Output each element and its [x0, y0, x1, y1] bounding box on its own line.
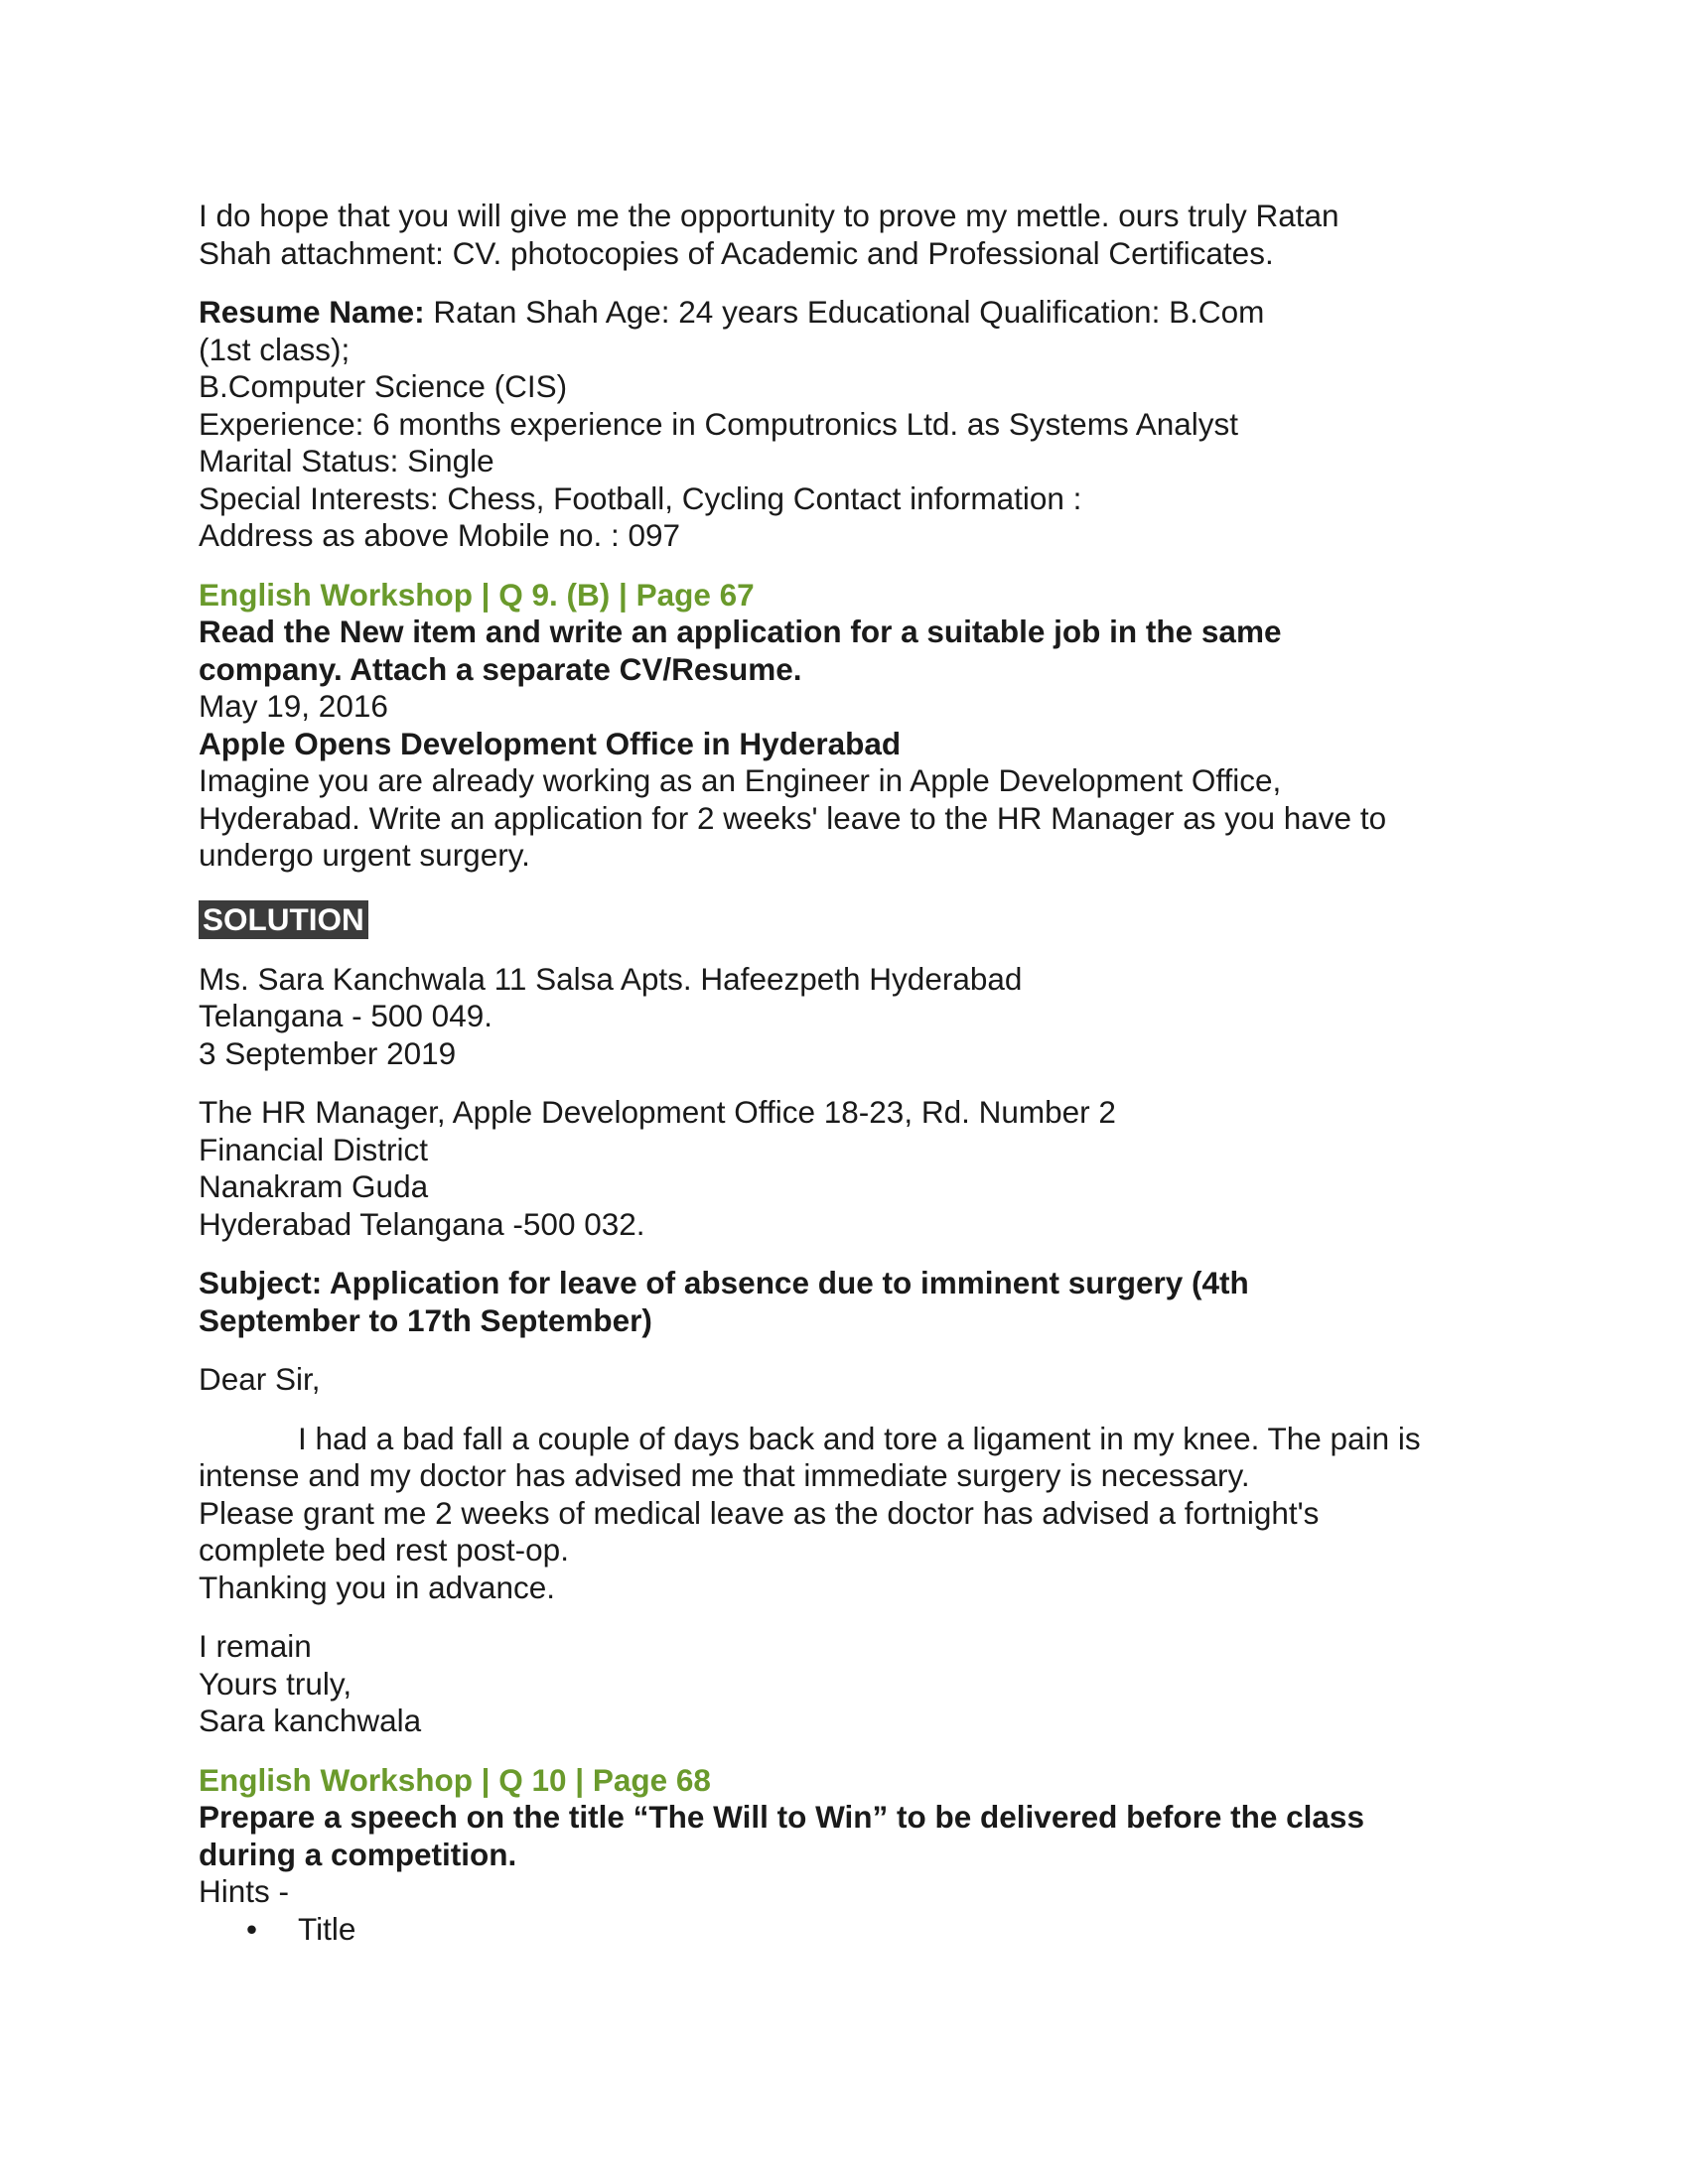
question-9-section — [199, 577, 1519, 875]
question-instruction: during a competition. — [199, 1836, 517, 1872]
question-instruction: Read the New item and write an application for a suitable job in the same — [199, 614, 1282, 649]
body-line: Thanking you in advance. — [199, 1569, 555, 1605]
sender-line: Telangana - 500 049. — [199, 998, 492, 1033]
news-title: Apple Opens Development Office in Hyderabad — [199, 725, 902, 761]
resume-line: Experience: 6 months experience in Computronics Ltd. as Systems Analyst — [199, 405, 1239, 442]
question-heading: English Workshop | Q 10 | Page 68 — [199, 1761, 711, 1798]
resume-line: Address as above Mobile no. : 097 — [199, 517, 681, 553]
question-heading: English Workshop | Q 9. (B) | Page 67 — [199, 576, 755, 613]
task-text: Imagine you are already working as an Engineer in Apple Development Office, — [199, 762, 1282, 798]
letter-subject — [199, 1265, 1519, 1339]
resume-name-text: Ratan Shah Age: 24 years Educational Qualification: B.Com — [424, 294, 1265, 330]
recipient-line: Nanakram Guda — [199, 1168, 429, 1204]
news-date: May 19, 2016 — [199, 688, 388, 724]
question-instruction: Prepare a speech on the title “The Will to Win” to be delivered before the class — [199, 1799, 1364, 1835]
hints-label: Hints - — [199, 1873, 290, 1909]
subject-line: Subject: Application for leave of absence due to imminent surgery (4th — [199, 1265, 1249, 1300]
intro-line: Shah attachment: CV. photocopies of Academic and Professional Certificates. — [199, 234, 1274, 271]
task-text: Hyderabad. Write an application for 2 weeks' leave to the HR Manager as you have to — [199, 799, 1387, 836]
resume-line: B.Computer Science (CIS) — [199, 368, 568, 404]
recipient-line: Hyderabad Telangana -500 032. — [199, 1205, 645, 1242]
document-body — [199, 198, 1519, 1948]
task-text: undergo urgent surgery. — [199, 837, 530, 873]
resume-section — [199, 294, 1519, 555]
closing-line: I remain — [199, 1628, 312, 1664]
list-item-text: Title — [298, 1910, 356, 1947]
resume-line: (1st class); — [199, 331, 351, 367]
salutation: Dear Sir, — [199, 1361, 321, 1397]
recipient-line: Financial District — [199, 1131, 429, 1167]
solution-label-row — [199, 896, 1519, 939]
subject-line: September to 17th September) — [199, 1301, 652, 1338]
letter-closing — [199, 1628, 1519, 1740]
body-line: I had a bad fall a couple of days back and tore a ligament in my knee. The pain is — [298, 1420, 1421, 1456]
sender-address — [199, 961, 1519, 1073]
intro-paragraph — [199, 198, 1519, 272]
body-line: Please grant me 2 weeks of medical leave as the doctor has advised a fortnight's — [199, 1494, 1320, 1531]
bullet-icon: • — [246, 1910, 258, 1947]
intro-line: I do hope that you will give me the opportunity to prove my mettle. ours truly Ratan — [199, 198, 1339, 233]
letter-date: 3 September 2019 — [199, 1034, 457, 1071]
closing-line: Yours truly, — [199, 1665, 352, 1702]
recipient-address — [199, 1094, 1519, 1243]
resume-line: Special Interests: Chess, Football, Cycling Contact information : — [199, 479, 1082, 516]
sender-line: Ms. Sara Kanchwala 11 Salsa Apts. Hafeezpeth Hyderabad — [199, 960, 1023, 997]
resume-line: Marital Status: Single — [199, 443, 494, 478]
letter-body — [199, 1421, 1519, 1607]
recipient-line: The HR Manager, Apple Development Office 18-23, Rd. Number 2 — [199, 1094, 1116, 1130]
question-instruction: company. Attach a separate CV/Resume. — [199, 650, 802, 687]
signature-name: Sara kanchwala — [199, 1703, 422, 1738]
resume-line — [199, 294, 1519, 332]
body-line: complete bed rest post-op. — [199, 1532, 569, 1568]
question-10-section — [199, 1762, 1519, 1949]
body-line: intense and my doctor has advised me that immediate surgery is necessary. — [199, 1457, 1250, 1493]
resume-label: Resume Name: — [199, 294, 425, 330]
list-item — [199, 1911, 1519, 1949]
solution-label: SOLUTION — [199, 900, 368, 939]
